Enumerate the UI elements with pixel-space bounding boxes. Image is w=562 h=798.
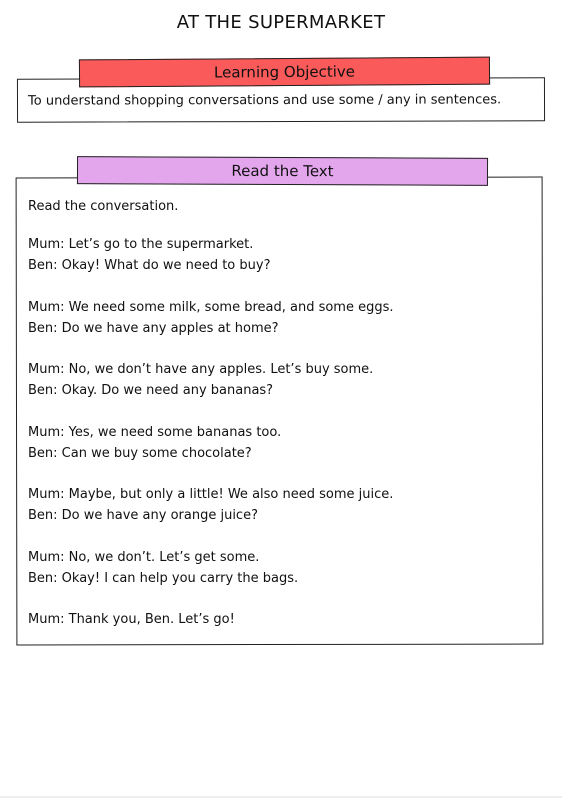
conversation-exchange [28,484,394,526]
dialogue-line: Mum: No, we don’t have any apples. Let’s buy some. [28,362,374,377]
conversation-exchange [28,422,394,464]
dialogue-line: Mum: Let’s go to the supermarket. [28,237,254,252]
reading-instruction: Read the conversation. [28,199,179,214]
dialogue-line: Mum: Thank you, Ben. Let’s go! [28,612,235,627]
dialogue-line: Ben: Okay. Do we need any bananas? [28,383,274,398]
learning-objective-text: To understand shopping conversations and use some / any in sentences. [27,92,502,109]
dialogue-line: Mum: We need some milk, some bread, and some eggs. [28,299,394,315]
dialogue-line: Mum: Maybe, but only a little! We also need some juice. [28,487,394,502]
dialogue-line: Mum: Yes, we need some bananas too. [28,424,282,440]
conversation-exchange [28,297,394,339]
conversation-exchange [28,609,394,630]
reading-heading: Read the Text [77,156,488,186]
conversation-exchange [28,359,394,401]
page-title: AT THE SUPERMARKET [176,12,386,33]
learning-objective-heading: Learning Objective [79,57,490,88]
conversation-exchange [28,547,394,589]
dialogue-line: Ben: Can we buy some chocolate? [28,445,252,461]
dialogue-line: Ben: Okay! I can help you carry the bags. [28,570,299,586]
dialogue-line: Ben: Do we have any apples at home? [28,320,279,336]
dialogue-line: Ben: Okay! What do we need to buy? [28,258,271,273]
conversation-exchange [28,234,394,276]
dialogue-line: Ben: Do we have any orange juice? [28,508,258,523]
conversation [28,234,394,651]
dialogue-line: Mum: No, we don’t. Let’s get some. [28,549,260,565]
